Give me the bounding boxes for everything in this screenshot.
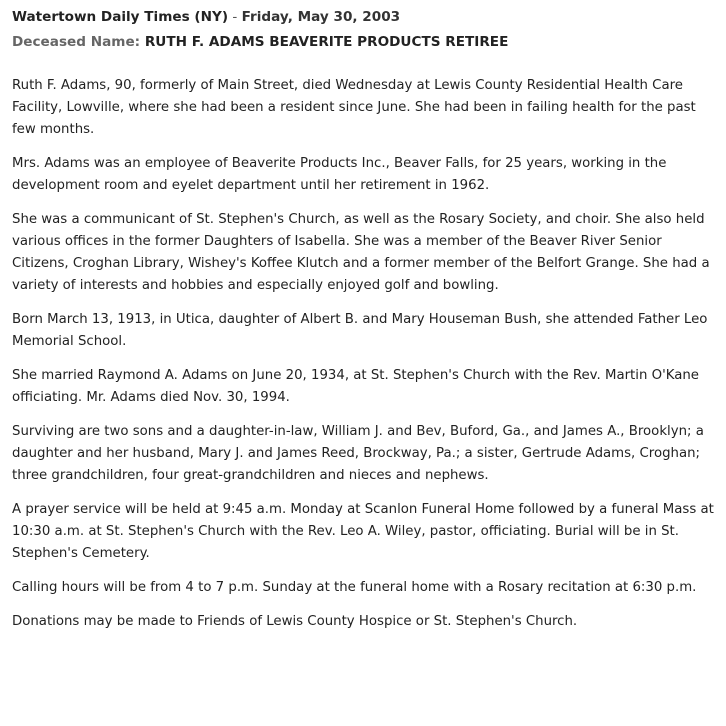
paragraph-7: A prayer service will be held at 9:45 a.m. Monday at Scanlon Funeral Home followed by a funeral Mass at 10:30 a.m. at St. Stephen's Church with the Rev. Leo A. Wiley, pastor, officiating. Burial will be in St. Stephen's Cemetery. xyxy=(12,502,714,561)
paragraph-4: Born March 13, 1913, in Utica, daughter of Albert B. and Mary Houseman Bush, she attended Father Leo Memorial School. xyxy=(12,312,708,349)
deceased-line xyxy=(12,33,716,51)
paragraph-1: Ruth F. Adams, 90, formerly of Main Street, died Wednesday at Lewis County Residential Health Care Facility, Lowville, where she had been a resident since June. She had been in failing health for the past few months. xyxy=(12,78,696,137)
paragraph-3: She was a communicant of St. Stephen's Church, as well as the Rosary Society, and choir. She also held various offices in the former Daughters of Isabella. She was a member of the Beaver River Senior Citizens, Croghan Library, Wishey's Koffee Klutch and a former member of the Belfort Grange. She had a variety of interests and hobbies and especially enjoyed golf and bowling. xyxy=(12,212,710,293)
paragraph-8: Calling hours will be from 4 to 7 p.m. Sunday at the funeral home with a Rosary recitation at 6:30 p.m. xyxy=(12,580,697,595)
obituary-body xyxy=(12,75,716,633)
separator: - xyxy=(228,9,242,25)
deceased-name: RUTH F. ADAMS BEAVERITE PRODUCTS RETIREE xyxy=(144,34,509,50)
paragraph-2: Mrs. Adams was an employee of Beaverite Products Inc., Beaver Falls, for 25 years, working in the development room and eyelet department until her retirement in 1962. xyxy=(12,156,667,193)
publication-line xyxy=(12,8,716,26)
publication-date: Friday, May 30, 2003 xyxy=(241,9,401,25)
paragraph-6: Surviving are two sons and a daughter-in-law, William J. and Bev, Buford, Ga., and James A., Brooklyn; a daughter and her husband, Mary J. and James Reed, Brockway, Pa.; a sister, Gertrude Adams, Croghan; three grandchildren, four great-grandchildren and nieces and nephews. xyxy=(12,424,704,483)
newspaper-name: Watertown Daily Times (NY) xyxy=(12,9,229,25)
deceased-label: Deceased Name: xyxy=(12,34,141,50)
paragraph-9: Donations may be made to Friends of Lewis County Hospice or St. Stephen's Church. xyxy=(12,614,578,629)
paragraph-5: She married Raymond A. Adams on June 20, 1934, at St. Stephen's Church with the Rev. Martin O'Kane officiating. Mr. Adams died Nov. 30, 1994. xyxy=(12,368,699,405)
